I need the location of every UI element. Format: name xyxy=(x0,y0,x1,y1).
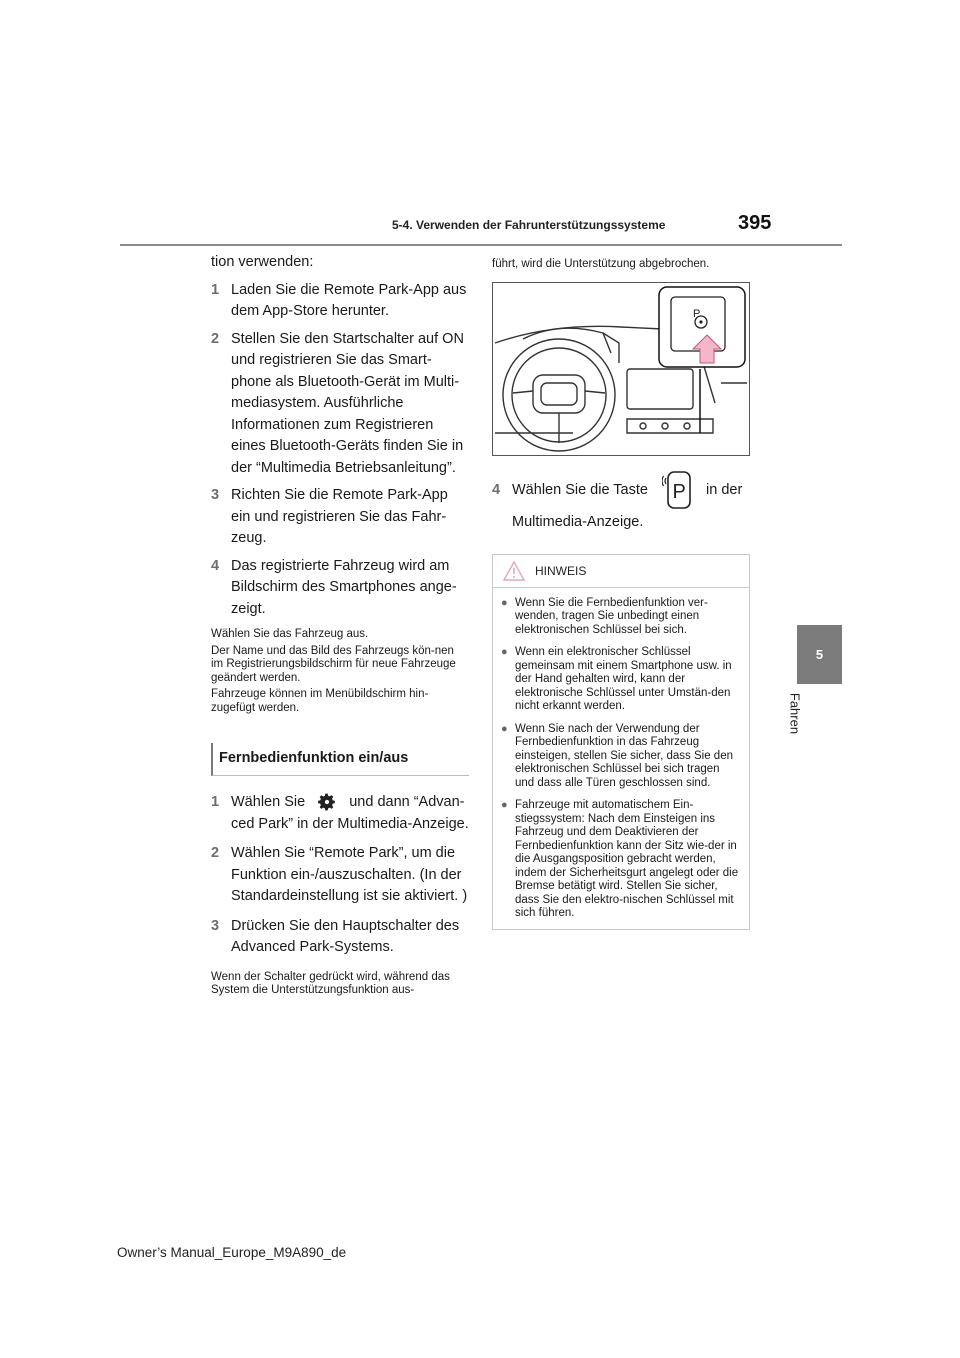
step-item xyxy=(211,329,469,480)
step-item xyxy=(492,470,750,534)
notice-item xyxy=(501,597,741,638)
step-text-after: in der Multimedia-Anzeige. xyxy=(512,481,743,530)
notice-item xyxy=(501,799,741,921)
note-text: Fahrzeuge können im Menübildschirm hin-zugefügt werden. xyxy=(211,688,429,714)
footer-text: Owner’s Manual_Europe_M9A890_de xyxy=(117,1245,347,1260)
step-number: 4 xyxy=(492,481,501,498)
intro-text: tion verwenden: xyxy=(211,254,314,270)
page-number: 395 xyxy=(738,212,772,234)
note-text: Der Name und das Bild des Fahrzeugs kön-nen im Registrierungsbildschirm für neue Fahrzeuge geändert werden. xyxy=(211,644,456,684)
step-text: Laden Sie die Remote Park-App aus dem App-Store herunter. xyxy=(231,281,467,319)
step-text: Stellen Sie den Startschalter auf ON und registrieren Sie das Smart-phone als Bluetooth-Gerät im Multi-mediasystem. Ausführliche Informationen zum Registrieren eines Bluetooth-Geräts finden Sie in der “Multimedia Betriebsanleitung”. xyxy=(231,330,464,476)
step-text: Drücken Sie den Hauptschalter des Advanced Park-Systems. xyxy=(231,917,460,955)
dashboard-illustration xyxy=(493,283,749,455)
step-item xyxy=(211,843,469,908)
chapter-label-wrap xyxy=(786,692,804,738)
step-text xyxy=(512,470,750,534)
step-text: Wählen Sie “Remote Park”, um die Funktion ein-/auszuschalten. (In der Standardeinstellung ist sie aktiviert. ) xyxy=(231,845,468,904)
notice-item xyxy=(501,646,741,714)
step-text: Das registrierte Fahrzeug wird am Bildschirm des Smartphones ange-zeigt. xyxy=(231,557,457,617)
step-item xyxy=(211,916,469,959)
continued-text: führt, wird die Unterstützung abgebrochen. xyxy=(492,258,710,270)
notice-box xyxy=(492,554,750,930)
step-text-before: Wählen Sie xyxy=(231,794,306,810)
chapter-label: Fahren xyxy=(787,692,803,735)
taste-letter: P xyxy=(672,480,686,503)
notice-title: HINWEIS xyxy=(535,563,587,578)
notice-header xyxy=(493,555,749,588)
bullet-icon: ● xyxy=(501,722,508,735)
notice-text: Wenn ein elektronischer Schlüssel gemeinsam mit einem Smartphone usw. in der Hand gehalten wird, kann der elektronische Schlüssel unter Umstän-den nicht erkannt werden. xyxy=(515,646,732,712)
step-item xyxy=(211,280,469,323)
gear-icon xyxy=(317,792,337,812)
notice-text: Wenn Sie nach der Verwendung der Fernbedienfunktion in das Fahrzeug einsteigen, stellen Sie sicher, dass Sie den elektronischen Schlüssel bei sich tragen und dass alle Türen geschlossen sind. xyxy=(515,722,733,789)
right-column xyxy=(492,252,750,930)
bullet-icon: ● xyxy=(501,799,508,811)
remote-park-button-icon xyxy=(662,470,692,510)
step-number: 2 xyxy=(211,330,220,347)
section-heading xyxy=(211,743,469,776)
step-number: 4 xyxy=(211,557,220,574)
bullet-icon: ● xyxy=(501,646,508,658)
bullet-icon: ● xyxy=(501,596,508,609)
step-number: 3 xyxy=(211,487,220,503)
left-column xyxy=(211,252,469,1001)
dashboard-figure xyxy=(492,282,750,456)
step-text-before: Wählen Sie die Taste xyxy=(512,481,648,498)
step-number: 2 xyxy=(211,845,220,861)
step-item xyxy=(211,792,469,835)
step-notes xyxy=(211,628,469,715)
notice-item xyxy=(501,723,741,791)
step-text-after: und dann “Advan-ced Park” in der Multimedia-Anzeige. xyxy=(231,794,469,832)
step-number: 1 xyxy=(211,794,220,810)
step-number: 1 xyxy=(211,281,220,298)
note-text: Wählen Sie das Fahrzeug aus. xyxy=(211,628,369,640)
section-heading-text: Fernbedienfunktion ein/aus xyxy=(219,750,409,766)
step-item xyxy=(211,485,469,550)
chapter-tab: 5 xyxy=(797,625,842,684)
step-number: 3 xyxy=(211,917,220,934)
step-text: Richten Sie die Remote Park-App ein und registrieren Sie das Fahr-zeug. xyxy=(231,487,448,546)
switch-letter: P xyxy=(693,307,701,320)
notice-text: Wenn Sie die Fernbedienfunktion ver-wenden, tragen Sie unbedingt einen elektronischen Schlüssel bei sich. xyxy=(515,596,708,636)
section-title: 5-4. Verwenden der Fahrunterstützungssysteme xyxy=(392,218,666,232)
step-item xyxy=(211,556,469,621)
closing-note: Wenn der Schalter gedrückt wird, während das System die Unterstützungsfunktion aus- xyxy=(211,970,450,996)
notice-text: Fahrzeuge mit automatischem Ein-stiegssystem: Nach dem Einsteigen ins Fahrzeug und dem Deaktivieren der Fernbedienfunktion kann der Sitz wie-der in die Ausgangsposition gebracht werden, indem der Sicherheitsgurt angelegt oder die Bremse betätigt wird. Stellen Sie sicher, dass Sie den elektro-nischen Schlüssel mit sich führen. xyxy=(515,799,739,919)
warning-triangle-icon xyxy=(503,561,525,581)
step-text xyxy=(231,792,469,835)
header-rule xyxy=(120,244,842,246)
